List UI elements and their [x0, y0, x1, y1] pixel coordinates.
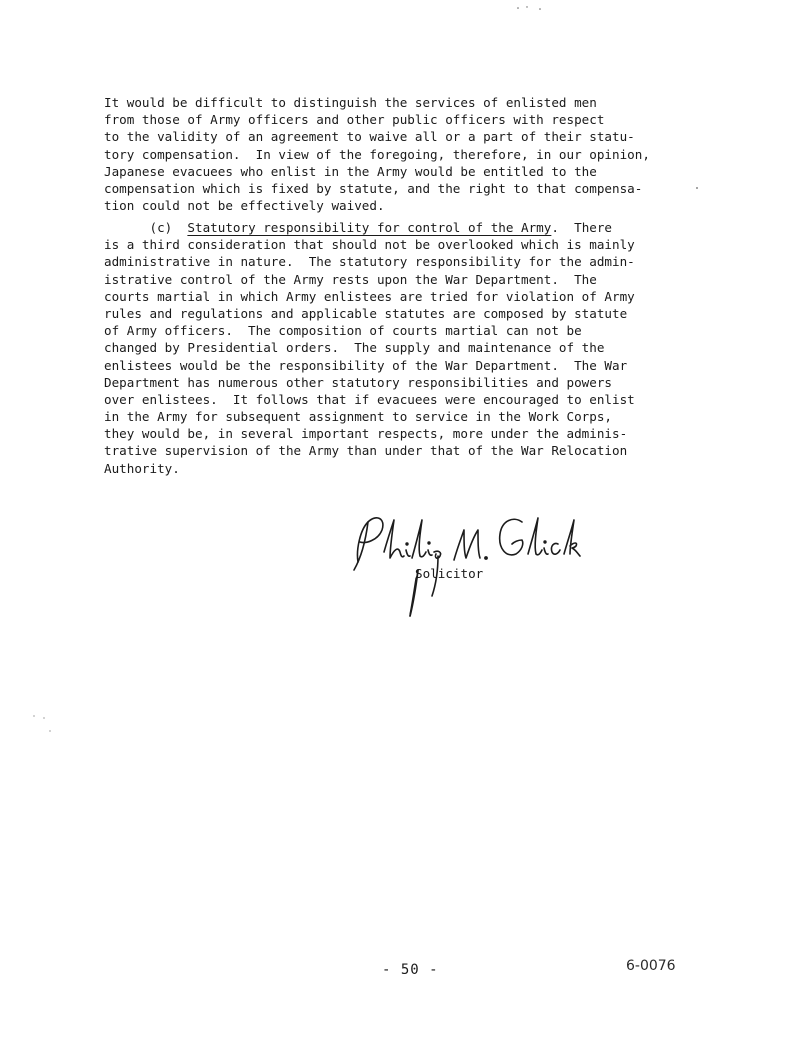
text-line: from those of Army officers and other public officers with respect — [104, 112, 605, 128]
text-line: compensation which is fixed by statute, and the right to that compensa- — [104, 180, 643, 196]
text-line: Department has numerous other statutory responsibilities and powers — [104, 374, 612, 390]
text-line: enlistees would be the responsibility of the War Department. The War — [104, 357, 628, 373]
text-line: courts martial in which Army enlistees are tried for violation of Army — [104, 288, 635, 304]
text-line: to the validity of an agreement to waive all or a part of their statu- — [104, 129, 635, 145]
text-line: of Army officers. The composition of courts martial can not be — [104, 323, 582, 339]
text-line: changed by Presidential orders. The supply and maintenance of the — [104, 340, 605, 356]
page-number: - 50 - — [382, 962, 439, 978]
text-line: tion could not be effectively waived. — [104, 198, 385, 214]
text-line: is a third consideration that should not be overlooked which is mainly — [104, 237, 635, 253]
text-line: over enlistees. It follows that if evacuees were encouraged to enlist — [104, 391, 635, 407]
text-line: Japanese evacuees who enlist in the Army would be entitled to the — [104, 163, 597, 179]
paragraph-heading-line — [104, 219, 724, 236]
text-line: in the Army for subsequent assignment to service in the Work Corps, — [104, 409, 612, 425]
text-fragment: . There — [551, 220, 613, 235]
section-heading: Statutory responsibility for control of the Army — [187, 220, 552, 235]
text-line: Authority. — [104, 460, 180, 476]
handwritten-signature — [346, 500, 586, 630]
document-id: 6-0076 — [626, 958, 676, 974]
text-line: trative supervision of the Army than under that of the War Relocation — [104, 443, 628, 459]
text-line: tory compensation. In view of the foregoing, therefore, in our opinion, — [104, 146, 650, 162]
signature-label: Solicitor — [415, 566, 484, 581]
text-line: administrative in nature. The statutory responsibility for the admin- — [104, 254, 635, 270]
paragraph-label: (c) — [104, 220, 188, 235]
paragraph-statutory-responsibility — [104, 219, 724, 477]
paragraph-compensation — [104, 94, 724, 214]
text-line: they would be, in several important respects, more under the adminis- — [104, 426, 628, 442]
text-line: istrative control of the Army rests upon the War Department. The — [104, 271, 597, 287]
text-line: It would be difficult to distinguish the services of enlisted men — [104, 95, 597, 110]
text-line: rules and regulations and applicable statutes are composed by statute — [104, 305, 628, 321]
